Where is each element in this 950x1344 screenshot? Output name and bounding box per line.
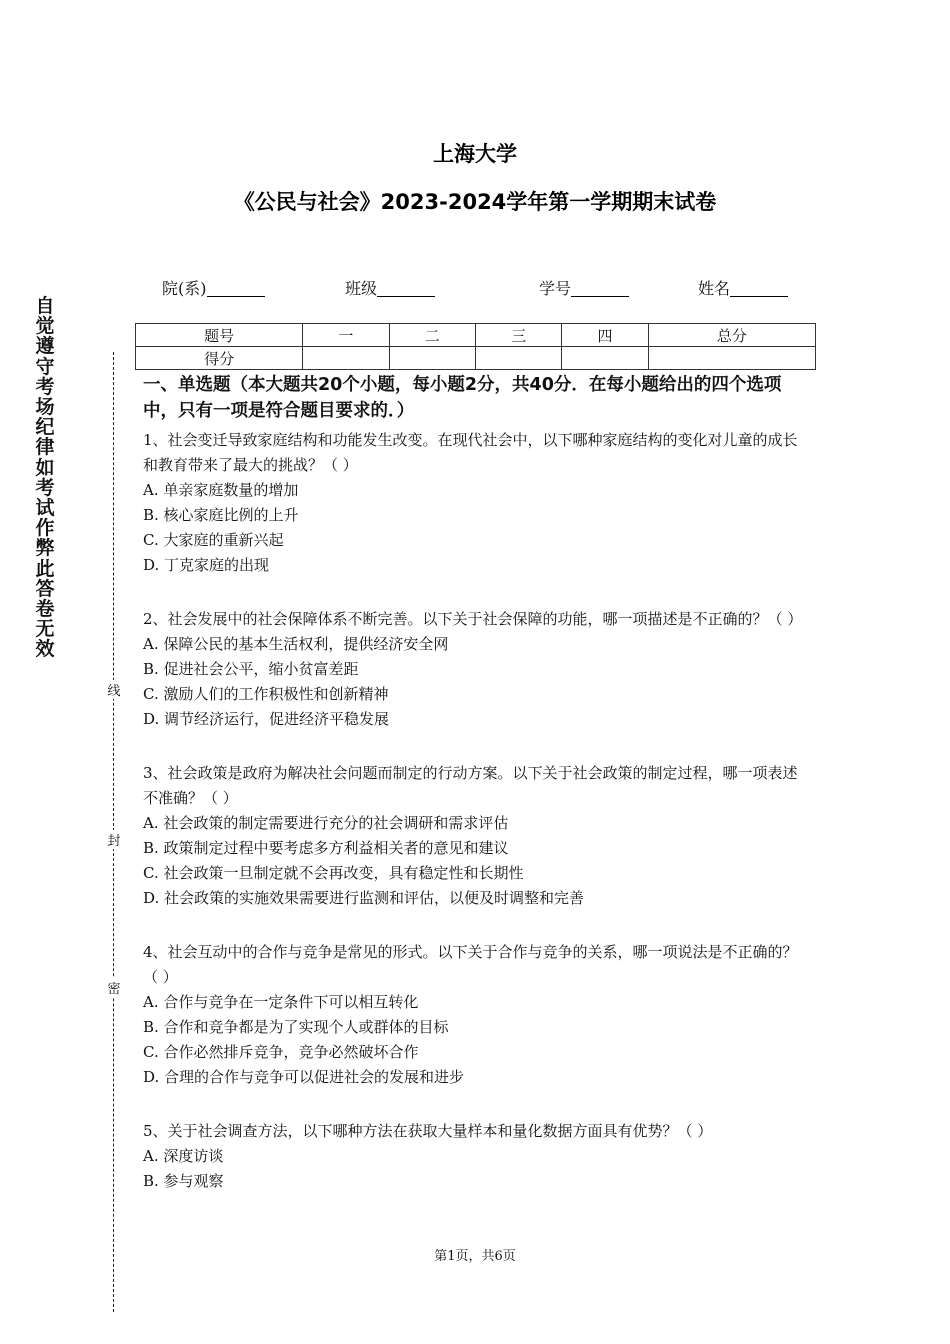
class-label: 班级 — [345, 279, 378, 298]
exam-discipline-notice: 自觉遵守考场纪律如考试作弊此答卷无效 — [35, 295, 55, 661]
score-table-score-row — [136, 347, 816, 370]
score-table — [135, 323, 816, 370]
score-table-header-row — [136, 324, 816, 347]
score-header-cell: 四 — [562, 324, 648, 347]
id-field — [539, 276, 629, 299]
score-header-cell: 题号 — [136, 324, 303, 347]
name-label: 姓名 — [698, 279, 731, 298]
seal-mark-seal: 封 — [107, 830, 121, 849]
exam-content — [143, 372, 811, 1194]
question-option[interactable]: B. 合作和竞争都是为了实现个人或群体的目标 — [143, 1018, 449, 1036]
question-option[interactable]: D. 调节经济运行，促进经济平稳发展 — [143, 710, 390, 728]
score-cell[interactable] — [303, 347, 389, 370]
score-header-cell: 三 — [475, 324, 561, 347]
question-option[interactable]: A. 合作与竞争在一定条件下可以相互转化 — [143, 993, 419, 1011]
question-option[interactable]: D. 社会政策的实施效果需要进行监测和评估，以便及时调整和完善 — [143, 889, 585, 907]
question-option[interactable]: A. 保障公民的基本生活权利，提供经济安全网 — [143, 635, 449, 653]
question-option[interactable]: B. 政策制定过程中要考虑多方利益相关者的意见和建议 — [143, 839, 509, 857]
question-stem: 3、社会政策是政府为解决社会问题而制定的行动方案。以下关于社会政策的制定过程，哪一项表述不准确？（ ） — [143, 764, 798, 807]
question-stem: 4、社会互动中的合作与竞争是常见的形式。以下关于合作与竞争的关系，哪一项说法是不正确的？（ ） — [143, 943, 798, 986]
question-option[interactable]: D. 丁克家庭的出现 — [143, 556, 270, 574]
score-header-cell: 二 — [389, 324, 475, 347]
score-row-label: 得分 — [136, 347, 303, 370]
score-header-cell: 总分 — [648, 324, 815, 347]
question-option[interactable]: B. 参与观察 — [143, 1172, 224, 1190]
score-cell[interactable] — [389, 347, 475, 370]
score-cell[interactable] — [475, 347, 561, 370]
question-stem: 2、社会发展中的社会保障体系不断完善。以下关于社会保障的功能，哪一项描述是不正确的？（ ） — [143, 610, 803, 628]
question-option[interactable]: C. 激励人们的工作积极性和创新精神 — [143, 685, 389, 703]
name-blank[interactable] — [730, 280, 788, 297]
seal-mark-line: 线 — [107, 680, 121, 699]
score-header-cell: 一 — [303, 324, 389, 347]
dept-blank[interactable] — [207, 280, 265, 297]
score-cell[interactable] — [562, 347, 648, 370]
seal-mark-secret: 密 — [107, 978, 121, 997]
class-field — [345, 276, 435, 299]
question-option[interactable]: A. 单亲家庭数量的增加 — [143, 481, 299, 499]
question-option[interactable]: A. 深度访谈 — [143, 1147, 224, 1165]
question-option[interactable]: C. 合作必然排斥竞争，竞争必然破坏合作 — [143, 1043, 419, 1061]
question-option[interactable]: C. 社会政策一旦制定就不会再改变，具有稳定性和长期性 — [143, 864, 524, 882]
id-label: 学号 — [539, 279, 572, 298]
question-option[interactable]: B. 核心家庭比例的上升 — [143, 506, 299, 524]
question-stem: 5、关于社会调查方法，以下哪种方法在获取大量样本和量化数据方面具有优势？（ ） — [143, 1122, 713, 1140]
question-option[interactable]: B. 促进社会公平，缩小贫富差距 — [143, 660, 359, 678]
exam-title: 《公民与社会》2023-2024学年第一学期期末试卷 — [233, 190, 717, 214]
class-blank[interactable] — [377, 280, 435, 297]
score-cell[interactable] — [648, 347, 815, 370]
id-blank[interactable] — [571, 280, 629, 297]
question-option[interactable]: C. 大家庭的重新兴起 — [143, 531, 284, 549]
page-number: 第1页，共6页 — [434, 1249, 516, 1264]
question-stem: 1、社会变迁导致家庭结构和功能发生改变。在现代社会中，以下哪种家庭结构的变化对儿童的成长和教育带来了最大的挑战？（ ） — [143, 431, 798, 474]
school-name: 上海大学 — [433, 142, 517, 166]
name-field — [698, 276, 788, 299]
question-option[interactable]: D. 合理的合作与竞争可以促进社会的发展和进步 — [143, 1068, 465, 1086]
dept-field — [162, 276, 265, 299]
section-title: 一、单选题（本大题共20个小题，每小题2分，共40分．在每小题给出的四个选项中，只有一项是符合题目要求的．） — [143, 375, 782, 421]
question-option[interactable]: A. 社会政策的制定需要进行充分的社会调研和需求评估 — [143, 814, 509, 832]
dept-label: 院(系) — [162, 279, 207, 298]
